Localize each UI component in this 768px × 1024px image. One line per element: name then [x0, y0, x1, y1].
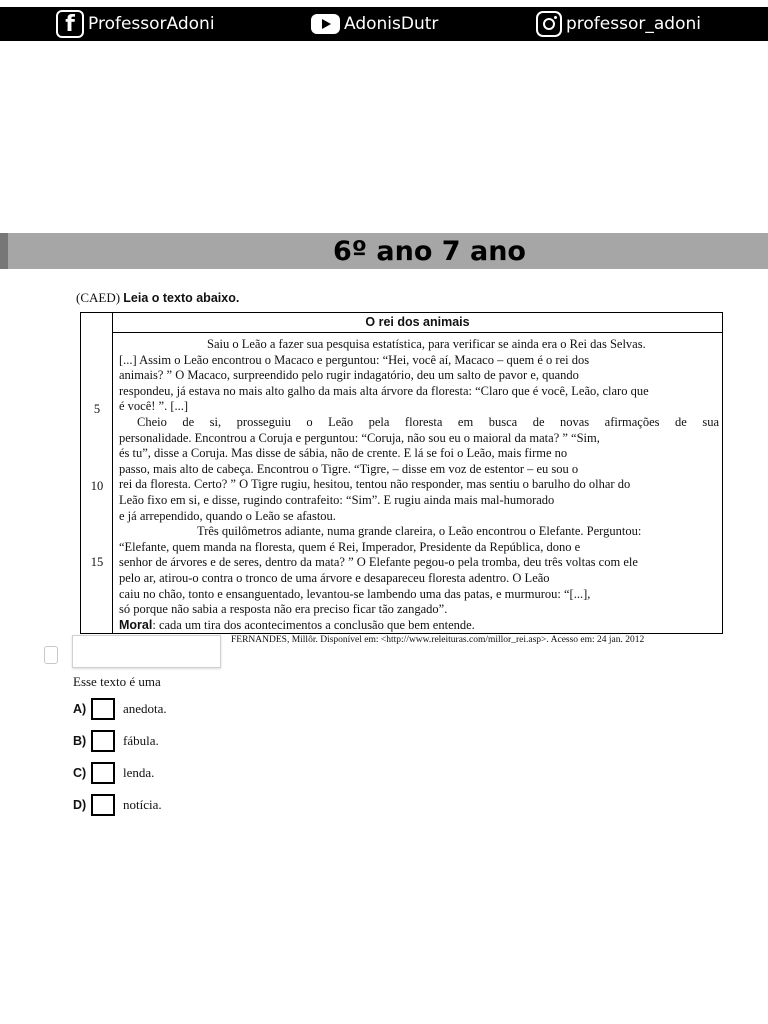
citation: FERNANDES, Millôr. Disponível em: <http://www.releituras.com/millor_rei.asp>. Acesso em: 24 jan. 2012 — [231, 635, 645, 645]
text-line: Leão fixo em si, e disse, rugindo contrafeito: “Sim”. E rugiu ainda mais mal-humorado — [119, 492, 555, 507]
moral-text: : cada um tira dos acontecimentos a conclusão que bem entende. — [152, 617, 475, 632]
option-text: notícia. — [123, 797, 162, 812]
social-banner — [0, 7, 768, 41]
facebook-icon: f — [56, 10, 84, 38]
text-line: respondeu, já estava no mais alto galho da mais alta árvore da floresta: “Claro que é você, Leão, claro que — [119, 383, 649, 398]
grade-title: 6º ano 7 ano — [333, 235, 526, 267]
text-line: Saiu o Leão a fazer sua pesquisa estatística, para verificar se ainda era o Rei das Selvas. — [207, 337, 646, 351]
option-text: anedota. — [123, 701, 167, 716]
text-line: senhor de árvores e de seres, dentro da mata? ” O Elefante pegou-o pela tromba, deu três voltas com ele — [119, 555, 638, 570]
blank-box — [72, 635, 221, 668]
option-d[interactable] — [73, 794, 162, 816]
option-letter: B) — [73, 734, 87, 748]
text-title: O rei dos animais — [113, 313, 722, 333]
question-header — [76, 290, 239, 306]
line-number-15: 15 — [90, 555, 104, 569]
text-line: personalidade. Encontrou a Coruja e perguntou: “Coruja, não sou eu o maioral da mata? ” “Sim, — [119, 430, 600, 445]
text-line: é você! ”. [...] — [119, 399, 189, 414]
option-a[interactable] — [73, 698, 167, 720]
text-line: pelo ar, atirou-o contra o tronco de uma árvore e desapareceu floresta adentro. O Leão — [119, 570, 550, 585]
option-letter: D) — [73, 798, 87, 812]
line-number-column — [81, 313, 113, 633]
grade-band — [0, 233, 768, 269]
text-line: “Elefante, quem manda na floresta, quem é Rei, Imperador, Presidente da República, dono e — [119, 539, 581, 554]
text-line: animais? ” O Macaco, surpreendido pelo rugir indagatório, deu um salto de pavor e, quando — [119, 368, 579, 383]
instagram-handle: professor_adoni — [566, 14, 701, 34]
question-instruction: Leia o texto abaixo. — [123, 291, 240, 305]
question-prompt: Esse texto é uma — [73, 674, 161, 689]
moral-label: Moral — [119, 617, 153, 632]
instagram-icon — [536, 11, 562, 37]
option-text: fábula. — [123, 733, 159, 748]
youtube-handle: AdonisDutr — [344, 14, 439, 34]
text-frame — [80, 312, 723, 634]
option-checkbox[interactable] — [91, 762, 115, 784]
text-line: passo, mais alto de cabeça. Encontrou o Tigre. “Tigre, – disse em voz de estentor – eu sou o — [119, 461, 579, 476]
facebook-link[interactable] — [56, 7, 215, 41]
line-number-10: 10 — [90, 479, 104, 493]
text-line: só porque não sabia a resposta não era preciso ficar tão zangado”. — [119, 602, 448, 617]
line-number-5: 5 — [93, 402, 101, 416]
option-checkbox[interactable] — [91, 730, 115, 752]
youtube-icon — [311, 14, 340, 34]
text-line: e já arrependido, quando o Leão se afastou. — [119, 508, 336, 523]
option-text: lenda. — [123, 765, 155, 780]
moral-line — [119, 618, 719, 634]
option-letter: A) — [73, 702, 87, 716]
text-line: Cheio de si, prosseguiu o Leão pela floresta em busca de novas afirmações de sua — [137, 414, 719, 429]
option-b[interactable] — [73, 730, 159, 752]
instagram-link[interactable] — [536, 7, 701, 41]
option-checkbox[interactable] — [91, 794, 115, 816]
text-line: és tu”, disse a Coruja. Mas disse de sábia, não de crente. E lá se foi o Leão, mais firme no — [119, 446, 568, 461]
text-line: rei da floresta. Certo? ” O Tigre rugiu, hesitou, tentou não responder, mas sentiu o barulho do olhar do — [119, 477, 631, 492]
option-letter: C) — [73, 766, 87, 780]
facebook-handle: ProfessorAdoni — [88, 14, 215, 34]
option-c[interactable] — [73, 762, 154, 784]
question-source: (CAED) — [76, 290, 121, 305]
text-body — [119, 337, 719, 633]
text-line: Três quilômetros adiante, numa grande clareira, o Leão encontrou o Elefante. Perguntou: — [197, 524, 642, 539]
text-line: caiu no chão, tonto e ensanguentado, levantou-se lambendo uma das patas, e murmurou: “[...], — [119, 586, 591, 601]
scan-artifact — [44, 646, 58, 664]
youtube-link[interactable] — [311, 7, 438, 41]
option-checkbox[interactable] — [91, 698, 115, 720]
text-line: [...] Assim o Leão encontrou o Macaco e perguntou: “Hei, você aí, Macaco – quem é o rei dos — [119, 352, 590, 367]
